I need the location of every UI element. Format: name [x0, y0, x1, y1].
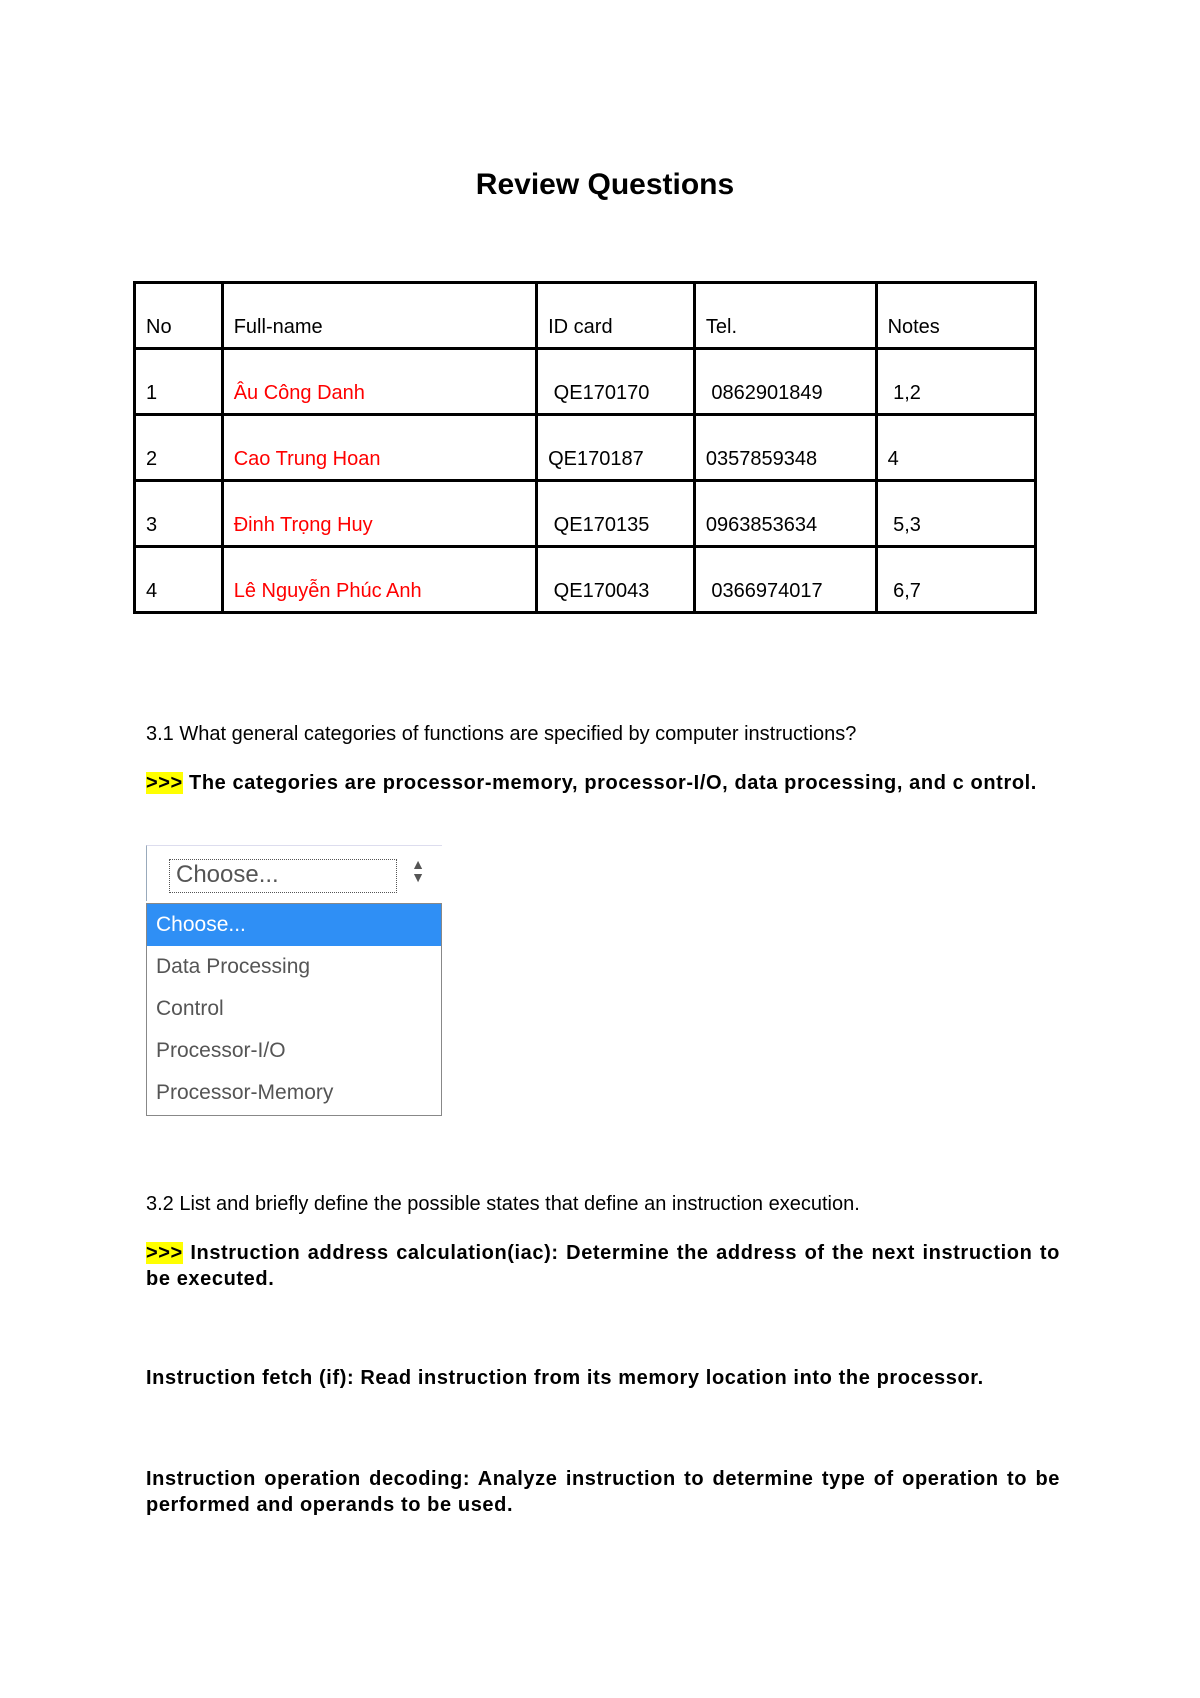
cell-id-card: QE170187	[537, 415, 695, 481]
option-processor-io[interactable]: Processor-I/O	[156, 1039, 286, 1062]
header-full-name: Full-name	[222, 283, 536, 349]
cell-no: 2	[135, 415, 223, 481]
cell-id-card: QE170170	[537, 349, 695, 415]
header-id-card: ID card	[537, 283, 695, 349]
instruction-decode-text: Instruction operation decoding: Analyze instruction to determine type of operation to be performed and operands to be used.	[146, 1468, 1060, 1516]
choose-select[interactable]: Choose...	[169, 859, 397, 893]
dropdown-options-list	[146, 903, 442, 1116]
cell-notes: 4	[876, 415, 1035, 481]
header-no: No	[135, 283, 223, 349]
cell-tel: 0357859348	[694, 415, 876, 481]
answer-marker: >>>	[146, 772, 183, 794]
table-row	[135, 415, 1036, 481]
cell-full-name: Đinh Trọng Huy	[222, 481, 536, 547]
question-3-2: 3.2 List and briefly define the possible states that define an instruction execution.	[146, 1193, 860, 1215]
cell-notes: 6,7	[876, 547, 1035, 613]
table-row	[135, 547, 1036, 613]
cell-notes: 1,2	[876, 349, 1035, 415]
option-data-processing[interactable]: Data Processing	[156, 955, 311, 978]
cell-tel: 0963853634	[694, 481, 876, 547]
answer-marker: >>>	[146, 1242, 183, 1264]
table-row	[135, 349, 1036, 415]
cell-no: 1	[135, 349, 223, 415]
answer-3-2-text: Instruction address calculation(iac): Determine the address of the next instruction to be executed.	[146, 1242, 1060, 1290]
option-control[interactable]: Control	[156, 997, 224, 1020]
cell-no: 3	[135, 481, 223, 547]
answer-3-2	[146, 1240, 1060, 1292]
header-notes: Notes	[876, 283, 1035, 349]
answer-3-1	[146, 770, 1060, 796]
cell-id-card: QE170135	[537, 481, 695, 547]
dropdown-field	[146, 845, 442, 901]
table-row	[135, 481, 1036, 547]
cell-full-name: Lê Nguyễn Phúc Anh	[222, 547, 536, 613]
cell-notes: 5,3	[876, 481, 1035, 547]
header-tel: Tel.	[694, 283, 876, 349]
cell-full-name: Âu Công Danh	[222, 349, 536, 415]
option-processor-memory[interactable]: Processor-Memory	[156, 1081, 334, 1104]
cell-tel: 0366974017	[694, 547, 876, 613]
members-table	[133, 281, 1037, 614]
instruction-fetch-text: Instruction fetch (if): Read instruction from its memory location into the processor.	[146, 1367, 984, 1389]
cell-full-name: Cao Trung Hoan	[222, 415, 536, 481]
option-choose[interactable]: Choose...	[147, 904, 441, 946]
cell-no: 4	[135, 547, 223, 613]
cell-id-card: QE170043	[537, 547, 695, 613]
answer-3-1-text: The categories are processor-memory, processor-I/O, data processing, and c ontrol.	[182, 772, 1037, 794]
page-title: Review Questions	[475, 168, 735, 201]
sort-arrows-icon[interactable]: ▲ ▼	[411, 856, 425, 885]
table-header-row	[135, 283, 1036, 349]
question-3-1: 3.1 What general categories of functions are specified by computer instructions?	[146, 723, 857, 745]
cell-tel: 0862901849	[694, 349, 876, 415]
